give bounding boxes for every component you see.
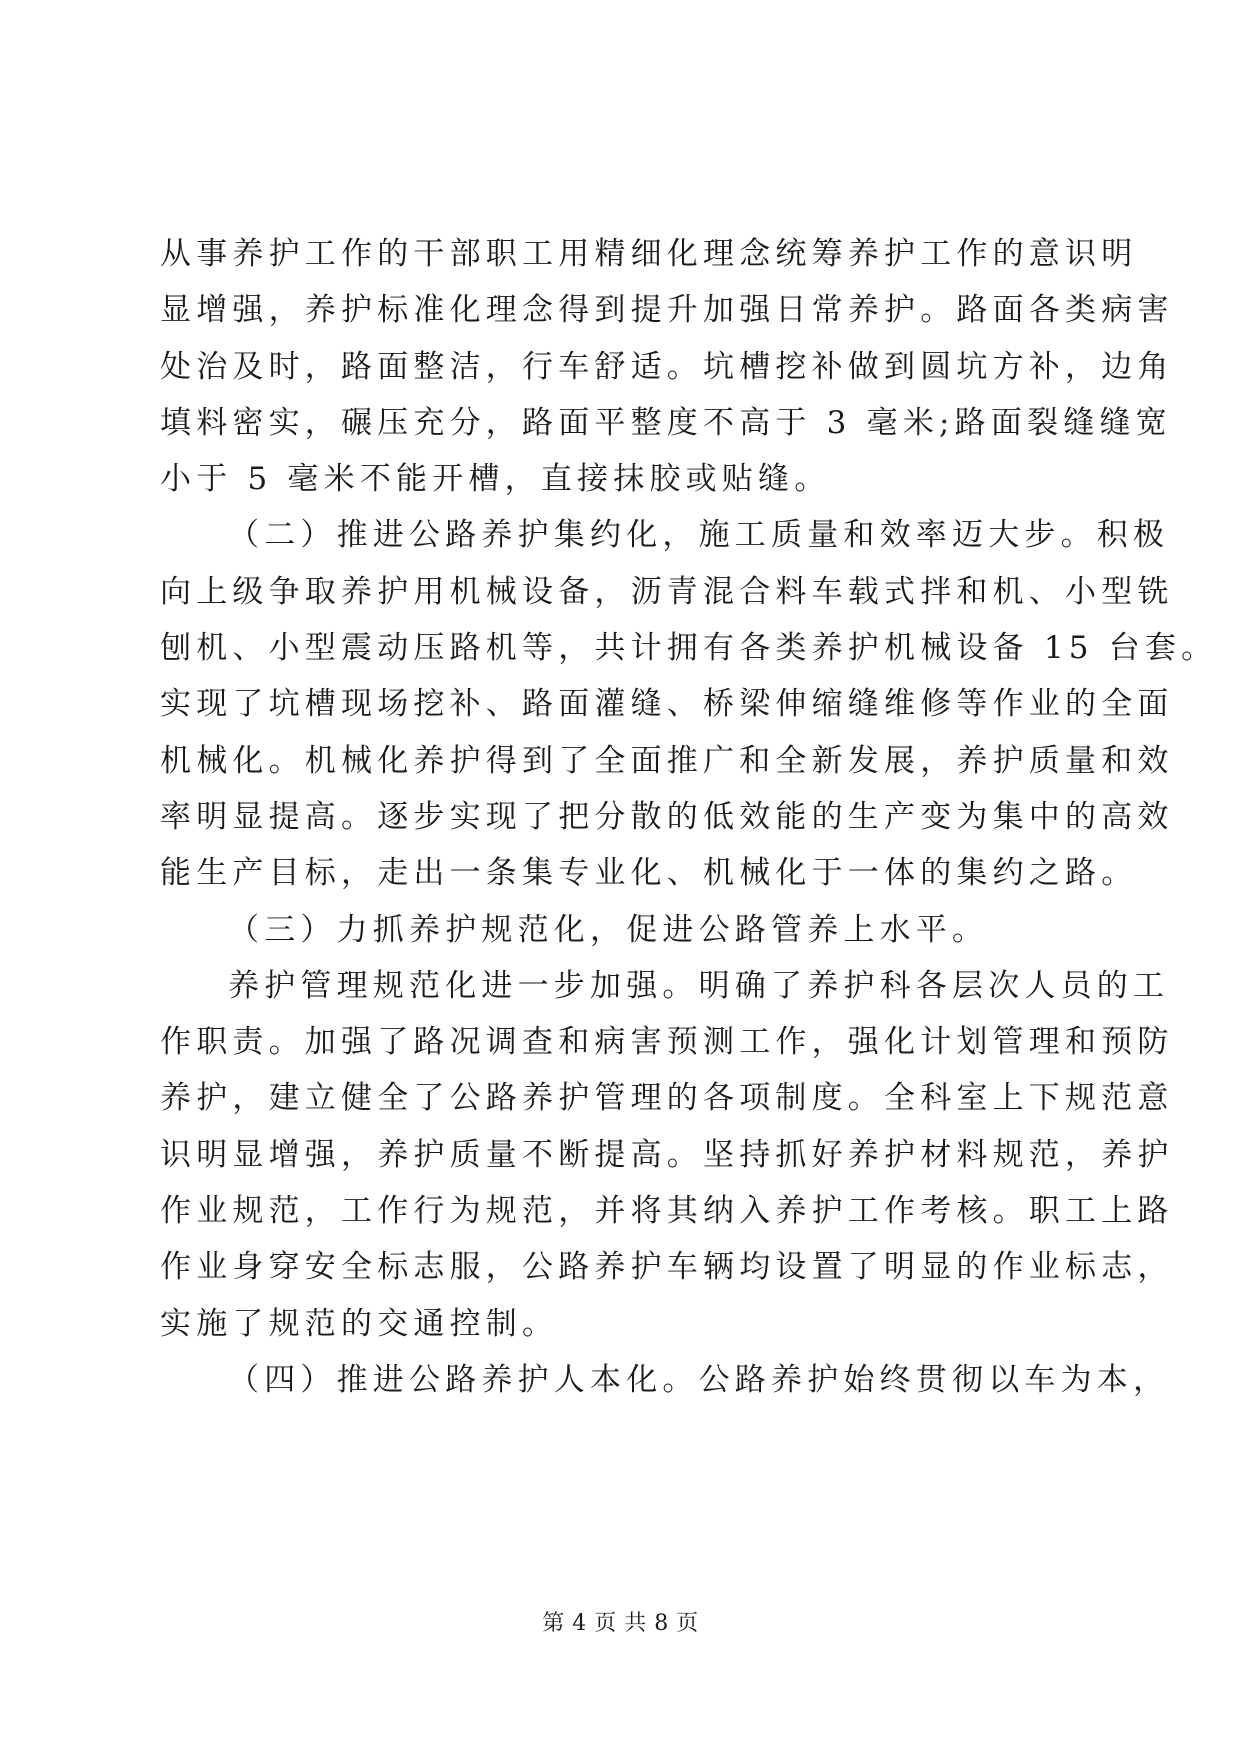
section-heading-4: （四）推进公路养护人本化。公路养护始终贯彻以车为本， xyxy=(228,1361,1170,1398)
text-line: 作职责。加强了路况调查和病害预测工作，强化计划管理和预防 xyxy=(160,1024,1174,1061)
text-line: 向上级争取养护用机械设备，沥青混合料车载式拌和机、小型铣 xyxy=(160,573,1174,610)
page-number: 第 4 页 共 8 页 xyxy=(542,1611,699,1636)
text-line: 识明显增强，养护质量不断提高。坚持抓好养护材料规范，养护 xyxy=(160,1136,1174,1173)
text-line: 从事养护工作的干部职工用精细化理念统筹养护工作的意识明 xyxy=(160,236,1138,272)
text-line: 小于 5 毫米不能开槽，直接抹胶或贴缝。 xyxy=(160,461,831,498)
paragraph-start: 养护管理规范化进一步加强。明确了养护科各层次人员的工 xyxy=(228,967,1170,1004)
text-line: 作业规范，工作行为规范，并将其纳入养护工作考核。职工上路 xyxy=(160,1193,1174,1230)
section-heading-3: （三）力抓养护规范化，促进公路管养上水平。 xyxy=(228,911,989,948)
section-heading-2: （二）推进公路养护集约化，施工质量和效率迈大步。积极 xyxy=(228,517,1170,554)
text-line: 实现了坑槽现场挖补、路面灌缝、桥梁伸缩缝维修等作业的全面 xyxy=(160,686,1174,723)
text-line: 填料密实，碾压充分，路面平整度不高于 3 毫米;路面裂缝缝宽 xyxy=(160,404,1172,441)
text-line: 机械化。机械化养护得到了全面推广和全新发展，养护质量和效 xyxy=(160,742,1174,779)
text-line: 能生产目标，走出一条集专业化、机械化于一体的集约之路。 xyxy=(160,855,1138,892)
text-line: 率明显提高。逐步实现了把分散的低效能的生产变为集中的高效 xyxy=(160,798,1174,835)
text-line: 养护，建立健全了公路养护管理的各项制度。全科室上下规范意 xyxy=(160,1080,1174,1117)
text-line: 实施了规范的交通控制。 xyxy=(160,1305,559,1342)
text-line: 处治及时，路面整洁，行车舒适。坑槽挖补做到圆坑方补，边角 xyxy=(160,348,1174,385)
text-line: 显增强，养护标准化理念得到提升加强日常养护。路面各类病害 xyxy=(160,292,1174,329)
text-line: 作业身穿安全标志服，公路养护车辆均设置了明显的作业标志， xyxy=(160,1249,1174,1286)
text-line: 刨机、小型震动压路机等，共计拥有各类养护机械设备 15 台套。 xyxy=(160,630,1218,667)
document-body xyxy=(160,226,1218,1408)
